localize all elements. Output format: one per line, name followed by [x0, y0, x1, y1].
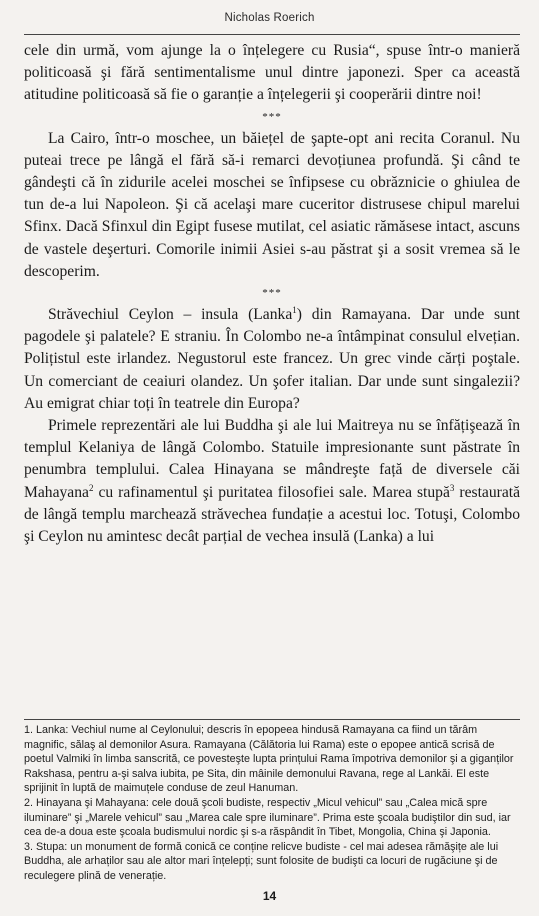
footnote-ref-2: 2 [88, 482, 94, 493]
footnote-2: 2. Hinayana şi Mahayana: cele două şcoli budiste, respectiv „Micul vehicul” sau „Calea mică spre iluminare” şi „Marele vehicul” sau „Marea cale spre iluminare”. Prima este şcoala budiştilor din sud, iar cea de-a doua este şcoala budismului nordic şi s-a răspândit în Tibet, Mongolia, China şi Japonia. [24, 796, 511, 839]
paragraph-4-text-a: Primele reprezentări ale lui Buddha şi ale lui Maitreya nu se înfățişează în templul Kelaniya de lângă Colombo. Statuile impresionante sunt păstrate în penumbra templului. Calea Hinayana se mândreşte față de diversele căi Mahayana [24, 417, 520, 501]
paragraph-3-text-a: Străvechiul Ceylon – insula (Lanka [48, 306, 293, 324]
paragraph-2: La Cairo, într-o moschee, un băiețel de şapte-opt ani recita Coranul. Nu puteai trece pe lângă el fără să-i remarci devoțiunea profundă. Şi când te gândeşti că în zidurile acelei moschei se înfipsese cu obrăznicie o ghiulea de tun de-a lui Napoleon. Şi că acelaşi mare cuceritor distrusese chipul marelui Sfinx. Dacă Sfinxul din Egipt fusese mutilat, cel asiatic rămăsese intact, ascuns de vastele deşerturi. Comorile inimii Asiei s-au păstrat şi a sosit vremea să le descoperim. [24, 129, 520, 280]
footnote-1: 1. Lanka: Vechiul nume al Ceylonului; descris în epopeea hindusă Ramayana ca fiind un tărâm magnific, sălaş al demonilor Asura. Ramayana (Călătoria lui Rama) este o epopee antică scrisă de poetul Valmiki în limba sanscrită, ce povesteşte lupta prințului Rama împotriva demonilor şi a giganților Rakshasa, pentru a-şi salva iubita, pe Sita, din mâinile demonului Ravana, rege al Lankăi. El este sprijinit în luptă de maimuțele conduse de zeul Hanuman. [24, 724, 514, 795]
paragraph-4 [24, 415, 520, 548]
paragraph-1: cele din urmă, vom ajunge la o înțelegere cu Rusia“, spuse într-o manieră politicoasă şi fără sentimentalisme unul dintre japonezi. Sper ca această atitudine politicoasă să fie o garanție a înțelegerii şi cooperării dintre noi! [24, 42, 520, 104]
footnote-ref-1: 1 [292, 304, 297, 315]
page-number: 14 [262, 889, 277, 903]
footnote-divider [24, 719, 520, 720]
running-header: Nicholas Roerich [224, 12, 315, 24]
paragraph-4-text-b: cu rafinamentul şi puritatea filosofiei sale. Marea stupă [93, 483, 450, 501]
footnotes [24, 723, 520, 884]
section-separator: *** [262, 110, 282, 123]
header-divider [24, 34, 520, 35]
footnote-ref-3: 3 [449, 482, 455, 493]
paragraph-3-text-b: ) din Ramayana. Dar unde sunt pagodele şi palatele? E straniu. În Colombo ne-a întâmpinat consulul elvețian. Polițistul este irlandez. Negustorul este francez. Un grec vinde cărți poştale. Un comerciant de ceaiuri olandez. Un şofer italian. Dar unde sunt singalezii? Au emigrat chiar toți în teatrele din Europa? [24, 306, 520, 412]
paragraph-4-text-c: restaurată de lângă templu marchează străvechea fundație a acestui loc. Totuşi, Colombo şi Ceylon nu amintesc decât parțial de vechea insulă (Lanka) a lui [24, 483, 520, 546]
main-text [24, 40, 520, 548]
paragraph-3 [24, 304, 520, 415]
footnote-3: 3. Stupa: un monument de formă conică ce conține relicve budiste - cel mai adesea rămăşițe ale lui Buddha, ale arhaților sau ale altor mari înțelepți; sunt folosite de budişti ca locuri de rugăciune şi de reculegere plină de venerație. [24, 840, 499, 882]
section-separator: *** [262, 287, 282, 300]
